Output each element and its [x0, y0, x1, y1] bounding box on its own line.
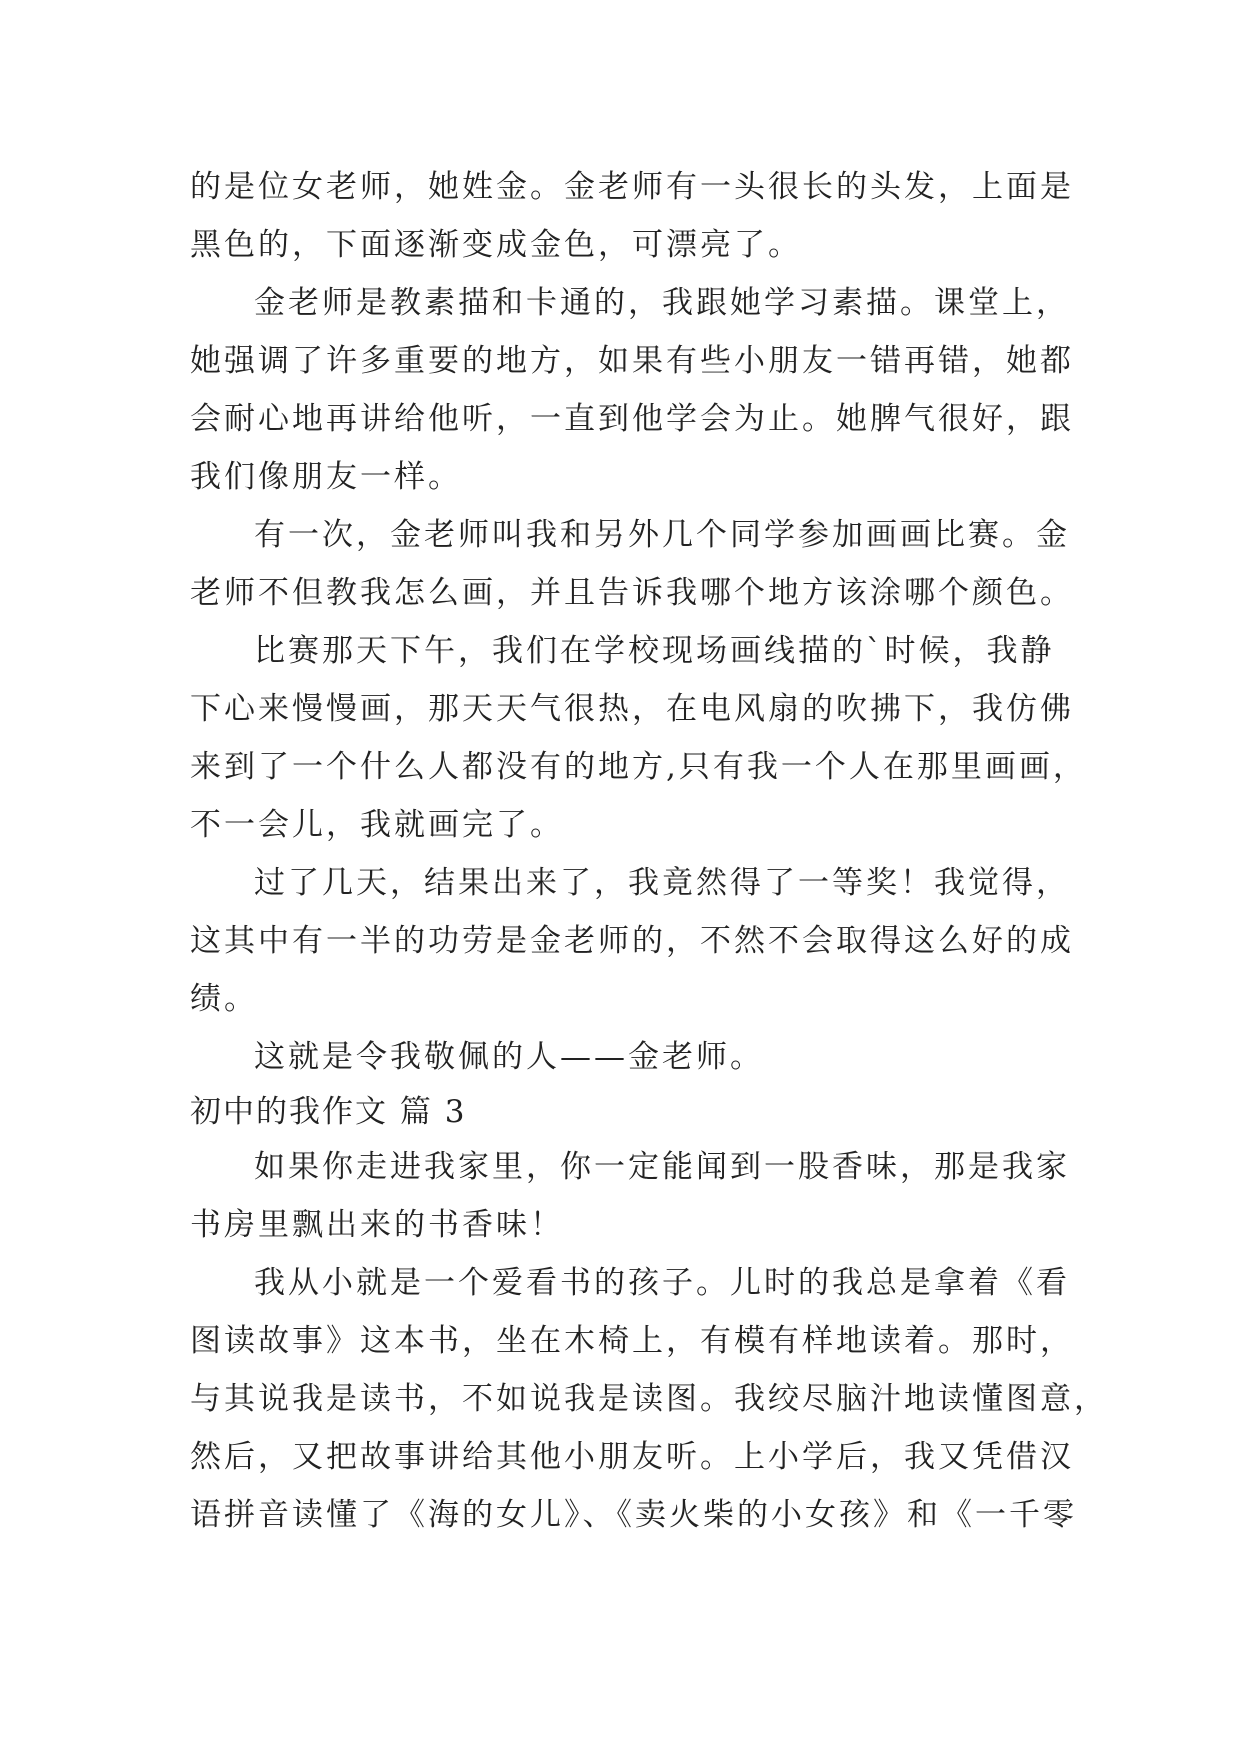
text-line: 我们像朋友一样。	[190, 459, 462, 495]
text-line: 这其中有一半的功劳是金老师的，不然不会取得这么好的成	[190, 923, 1074, 959]
text-line: 比赛那天下午，我们在学校现场画线描的`时候，我静	[254, 633, 1055, 669]
text-line: 图读故事》这本书，坐在木椅上，有模有样地读着。那时，	[190, 1323, 1074, 1359]
text-line: 老师不但教我怎么画，并且告诉我哪个地方该涂哪个颜色。	[190, 575, 1074, 611]
text-line: 会耐心地再讲给他听，一直到他学会为止。她脾气很好，跟	[190, 401, 1074, 437]
text-line: 语拼音读懂了《海的女儿》、《卖火柴的小女孩》和《一千零	[190, 1497, 1077, 1533]
text-line: 黑色的，下面逐渐变成金色，可漂亮了。	[190, 227, 802, 263]
text-line: 过了几天，结果出来了，我竟然得了一等奖！我觉得，	[254, 865, 1070, 901]
text-line: 有一次，金老师叫我和另外几个同学参加画画比赛。金	[254, 517, 1070, 553]
text-line: 不一会儿，我就画完了。	[190, 807, 564, 843]
text-line: 金老师是教素描和卡通的，我跟她学习素描。课堂上，	[254, 285, 1070, 321]
text-line: 来到了一个什么人都没有的地方,只有我一个人在那里画画，	[190, 749, 1087, 785]
text-line: 绩。	[190, 981, 258, 1017]
text-line: 我从小就是一个爱看书的孩子。儿时的我总是拿着《看	[254, 1265, 1070, 1301]
text-line: 如果你走进我家里，你一定能闻到一股香味，那是我家	[254, 1149, 1070, 1185]
text-line: 她强调了许多重要的地方，如果有些小朋友一错再错，她都	[190, 343, 1074, 379]
text-line: 这就是令我敬佩的人——金老师。	[254, 1039, 764, 1075]
text-line: 书房里飘出来的书香味！	[190, 1207, 564, 1243]
document-body	[190, 158, 1108, 1544]
section-heading: 初中的我作文 篇 3	[190, 1094, 467, 1130]
text-line: 然后，又把故事讲给其他小朋友听。上小学后，我又凭借汉	[190, 1439, 1074, 1475]
text-line: 下心来慢慢画，那天天气很热，在电风扇的吹拂下，我仿佛	[190, 691, 1074, 727]
text-line: 与其说我是读书，不如说我是读图。我绞尽脑汁地读懂图意，	[190, 1381, 1108, 1417]
text-line: 的是位女老师，她姓金。金老师有一头很长的头发，上面是	[190, 169, 1074, 205]
